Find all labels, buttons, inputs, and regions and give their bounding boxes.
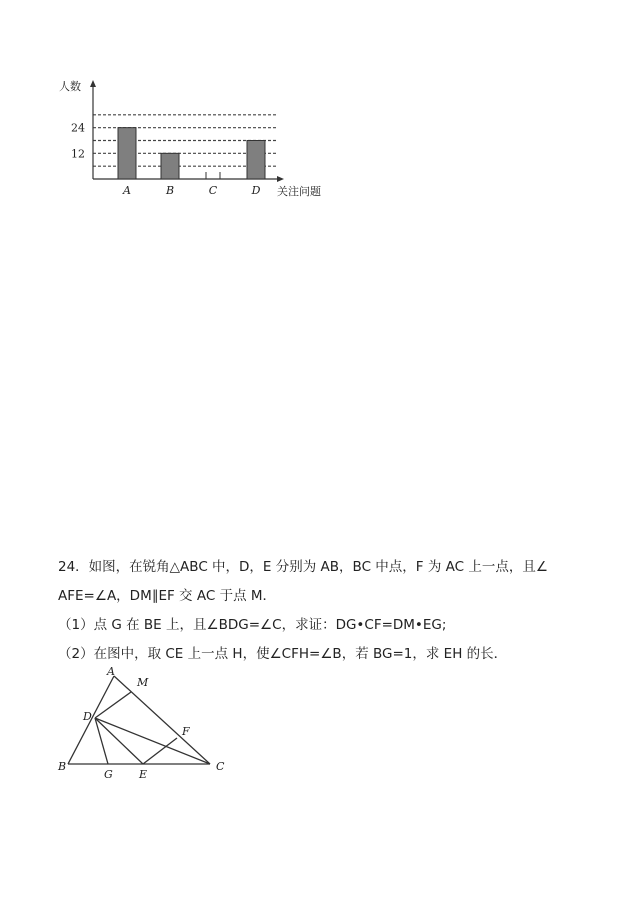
y-tick-label: 24 (71, 121, 85, 135)
point-label: M (137, 676, 149, 689)
bar-chart (55, 78, 345, 203)
y-axis-arrow (90, 80, 96, 87)
segment-DM (95, 692, 131, 718)
point-label: C (216, 760, 225, 773)
bar-chart-svg (55, 78, 345, 203)
bar (247, 141, 265, 180)
problem-part1: （1）点 G 在 BE 上，且∠BDG=∠C，求证：DG•CF=DM•EG; (58, 617, 447, 633)
point-label: D (83, 710, 92, 723)
problem-statement-line2: AFE=∠A，DM∥EF 交 AC 于点 M． (58, 588, 277, 604)
point-label: G (104, 768, 113, 781)
point-label: B (58, 760, 67, 773)
problem-part2: （2）在图中，取 CE 上一点 H，使∠CFH=∠B，若 BG=1，求 EH 的长． (58, 646, 508, 662)
x-tick-label: D (251, 184, 261, 197)
point-label: A (107, 665, 115, 678)
x-tick-label: C (208, 184, 218, 197)
problem-24 (58, 553, 598, 669)
geometry-figure-svg (55, 665, 230, 781)
problem-statement-line1: 24．如图，在锐角△ABC 中，D，E 分别为 AB，BC 中点，F 为 AC 上一点，且∠ (58, 559, 548, 575)
geometry-figure (55, 665, 230, 781)
segment-DE (95, 718, 143, 764)
x-axis-label: 关注问题 (277, 185, 321, 198)
bar (118, 128, 136, 179)
bar (161, 153, 179, 179)
x-tick-label: A (123, 184, 131, 197)
y-tick-label: 12 (71, 147, 85, 161)
y-axis-label: 人数 (59, 80, 81, 93)
x-tick-label: B (165, 184, 175, 197)
point-label: E (139, 768, 148, 781)
point-label: F (182, 725, 190, 738)
x-axis-arrow (277, 176, 284, 182)
segment-EF (143, 738, 177, 764)
